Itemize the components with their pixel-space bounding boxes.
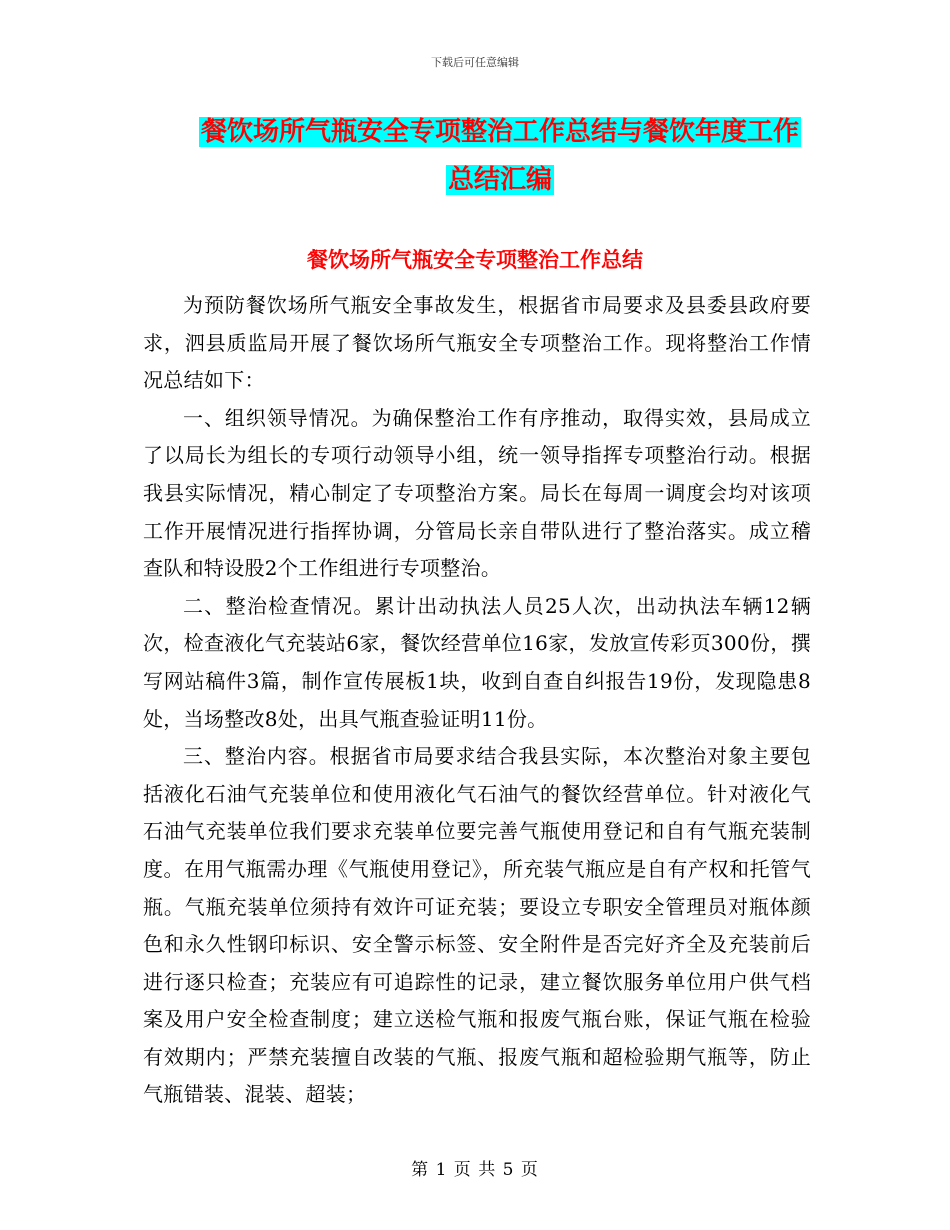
main-title-line-2: 总结汇编 <box>447 165 552 195</box>
header-note: 下载后可任意编辑 <box>431 56 519 69</box>
paragraph-organization: 一、组织领导情况。为确保整治工作有序推动，取得实效，县局成立了以局长为组长的专项行动领导小组，统一领导指挥专项整治行动。根据我县实际情况，精心制定了专项整治方案。局长在每周一调度会均对该项工作开展情况进行指挥协调，分管局长亲自带队进行了整治落实。成立稽查队和特设股2个工作组进行专项整治。 <box>143 405 811 581</box>
section-title: 餐饮场所气瓶安全专项整治工作总结 <box>307 248 643 272</box>
main-title-line-1: 餐饮场所气瓶安全专项整治工作总结与餐饮年度工作 <box>200 117 799 147</box>
body-text <box>143 287 811 1114</box>
page-number-footer: 第 1 页 共 5 页 <box>411 1160 539 1180</box>
main-title <box>140 108 860 204</box>
paragraph-intro: 为预防餐饮场所气瓶安全事故发生，根据省市局要求及县委县政府要求，泗县质监局开展了餐饮场所气瓶安全专项整治工作。现将整治工作情况总结如下： <box>143 293 811 393</box>
paragraph-content: 三、整治内容。根据省市局要求结合我县实际，本次整治对象主要包括液化石油气充装单位和使用液化气石油气的餐饮经营单位。针对液化气石油气充装单位我们要求充装单位要完善气瓶使用登记和自有气瓶充装制度。在用气瓶需办理《气瓶使用登记》，所充装气瓶应是自有产权和托管气瓶。气瓶充装单位须持有效许可证充装；要设立专职安全管理员对瓶体颜色和永久性钢印标识、安全警示标签、安全附件是否完好齐全及充装前后进行逐只检查；充装应有可追踪性的记录，建立餐饮服务单位用户供气档案及用户安全检查制度；建立送检气瓶和报废气瓶台账，保证气瓶在检验有效期内；严禁充装擅自改装的气瓶、报废气瓶和超检验期气瓶等，防止气瓶错装、混装、超装； <box>143 744 811 1107</box>
paragraph-inspection: 二、整治检查情况。累计出动执法人员25人次，出动执法车辆12辆次，检查液化气充装站6家，餐饮经营单位16家，发放宣传彩页300份，撰写网站稿件3篇，制作宣传展板1块，收到自查自纠报告19份，发现隐患8处，当场整改8处，出具气瓶查验证明11份。 <box>143 593 811 731</box>
